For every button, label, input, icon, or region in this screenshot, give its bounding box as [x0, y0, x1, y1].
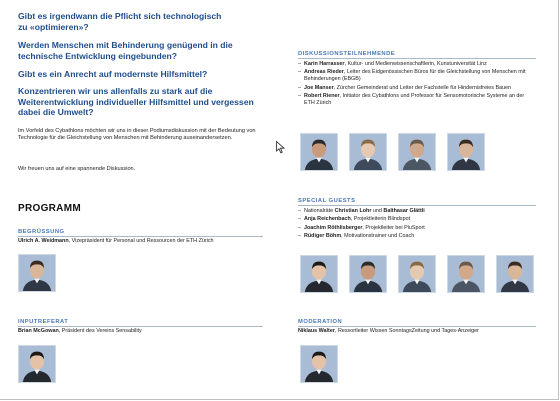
portrait-image — [301, 134, 337, 170]
photo-roethlisberger — [447, 255, 485, 293]
photo-harrasser — [300, 133, 338, 171]
photo-boehm — [496, 255, 534, 293]
moderation-heading: MODERATION — [298, 319, 343, 325]
list-item: – Rüdiger Böhm, Motivationstrainer und Coach — [298, 233, 536, 240]
question-2: Werden Menschen mit Behinderung genügend in die technische Entwicklung eingebunden? — [18, 40, 233, 61]
photo-rieder — [349, 133, 387, 171]
photo-weidmann — [18, 254, 56, 292]
portrait-image — [19, 346, 55, 382]
portrait-image — [399, 134, 435, 170]
question-4: Konzentrieren wir uns allenfalls zu stark auf die Weiterentwicklung individueller Hilfsmittel und vergessen dabei die Umwelt? — [18, 86, 254, 118]
list-item: – Joachim Röthlisberger, Projektleiter bei PluSport — [298, 225, 536, 232]
photo-lohr — [300, 255, 338, 293]
portrait-image — [448, 134, 484, 170]
intro-text: Im Vorfeld des Cybathlons möchten wir uns in dieser Podiumsdiskussion mit der Bedeutung von Technologie für die Gleichstellung von Menschen mit Behinderung auseinandersetzen. — [18, 128, 256, 142]
guests-heading: SPECIAL GUESTS — [298, 198, 356, 204]
list-item: – Nationalräte Christian Lohr und Balthasar Glättli — [298, 208, 536, 215]
outro-text: Wir freuen uns auf eine spannende Diskussion. — [18, 166, 136, 172]
photo-riener — [447, 133, 485, 171]
inputreferat-text: Brian McGowan, Präsident des Vereins Sensability — [18, 328, 142, 334]
list-item: – Andreas Rieder, Leiter des Eidgenössischen Büros für die Gleichstellung von Menschen mit Behinderungen (EBGB) — [298, 69, 536, 83]
portrait-image — [399, 256, 435, 292]
photo-glaettli — [349, 255, 387, 293]
mouse-cursor-icon — [276, 141, 285, 159]
portrait-image — [448, 256, 484, 292]
divider — [18, 236, 263, 237]
photo-reichenbach — [398, 255, 436, 293]
list-item: – Anja Reichenbach, Projektleiterin Blindspot — [298, 216, 536, 223]
diskussion-list — [298, 61, 536, 108]
diskussion-heading: DISKUSSIONSTEILNEHMENDE — [298, 51, 396, 57]
portrait-image — [19, 255, 55, 291]
portrait-image — [350, 134, 386, 170]
begruessung-text: Ulrich A. Weidmann, Vizepräsident für Personal und Ressourcen der ETH Zürich — [18, 238, 214, 244]
photo-walter — [300, 345, 338, 383]
portrait-image — [301, 346, 337, 382]
divider — [18, 326, 263, 327]
list-item: – Karin Harrasser, Kultur- und Medienwissenschaftlerin, Kunstuniversität Linz — [298, 61, 536, 68]
divider — [298, 58, 536, 59]
inputreferat-heading: INPUTREFERAT — [18, 319, 69, 325]
portrait-image — [301, 256, 337, 292]
begruessung-heading: BEGRÜSSUNG — [18, 229, 65, 235]
portrait-image — [350, 256, 386, 292]
divider — [298, 205, 536, 206]
divider — [298, 326, 536, 327]
question-1: Gibt es irgendwann die Pflicht sich technologisch zu «optimieren»? — [18, 11, 222, 32]
photo-manser — [398, 133, 436, 171]
question-3: Gibt es ein Anrecht auf modernste Hilfsmittel? — [18, 69, 208, 79]
programm-heading: PROGRAMM — [18, 203, 81, 214]
portrait-image — [497, 256, 533, 292]
list-item: – Joe Manser, Zürcher Gemeinderat und Leiter der Fachstelle für Hindernisfreies Bauen — [298, 85, 536, 92]
list-item: – Robert Riener, Initiator des Cybathlons und Professor für Sensomotorische Systeme an der ETH Zürich — [298, 93, 536, 107]
moderation-text: Niklaus Walter, Ressortleiter Wissen SonntagsZeitung und Tages-Anzeiger — [298, 328, 479, 334]
photo-mcgowan — [18, 345, 56, 383]
guests-list — [298, 208, 536, 241]
